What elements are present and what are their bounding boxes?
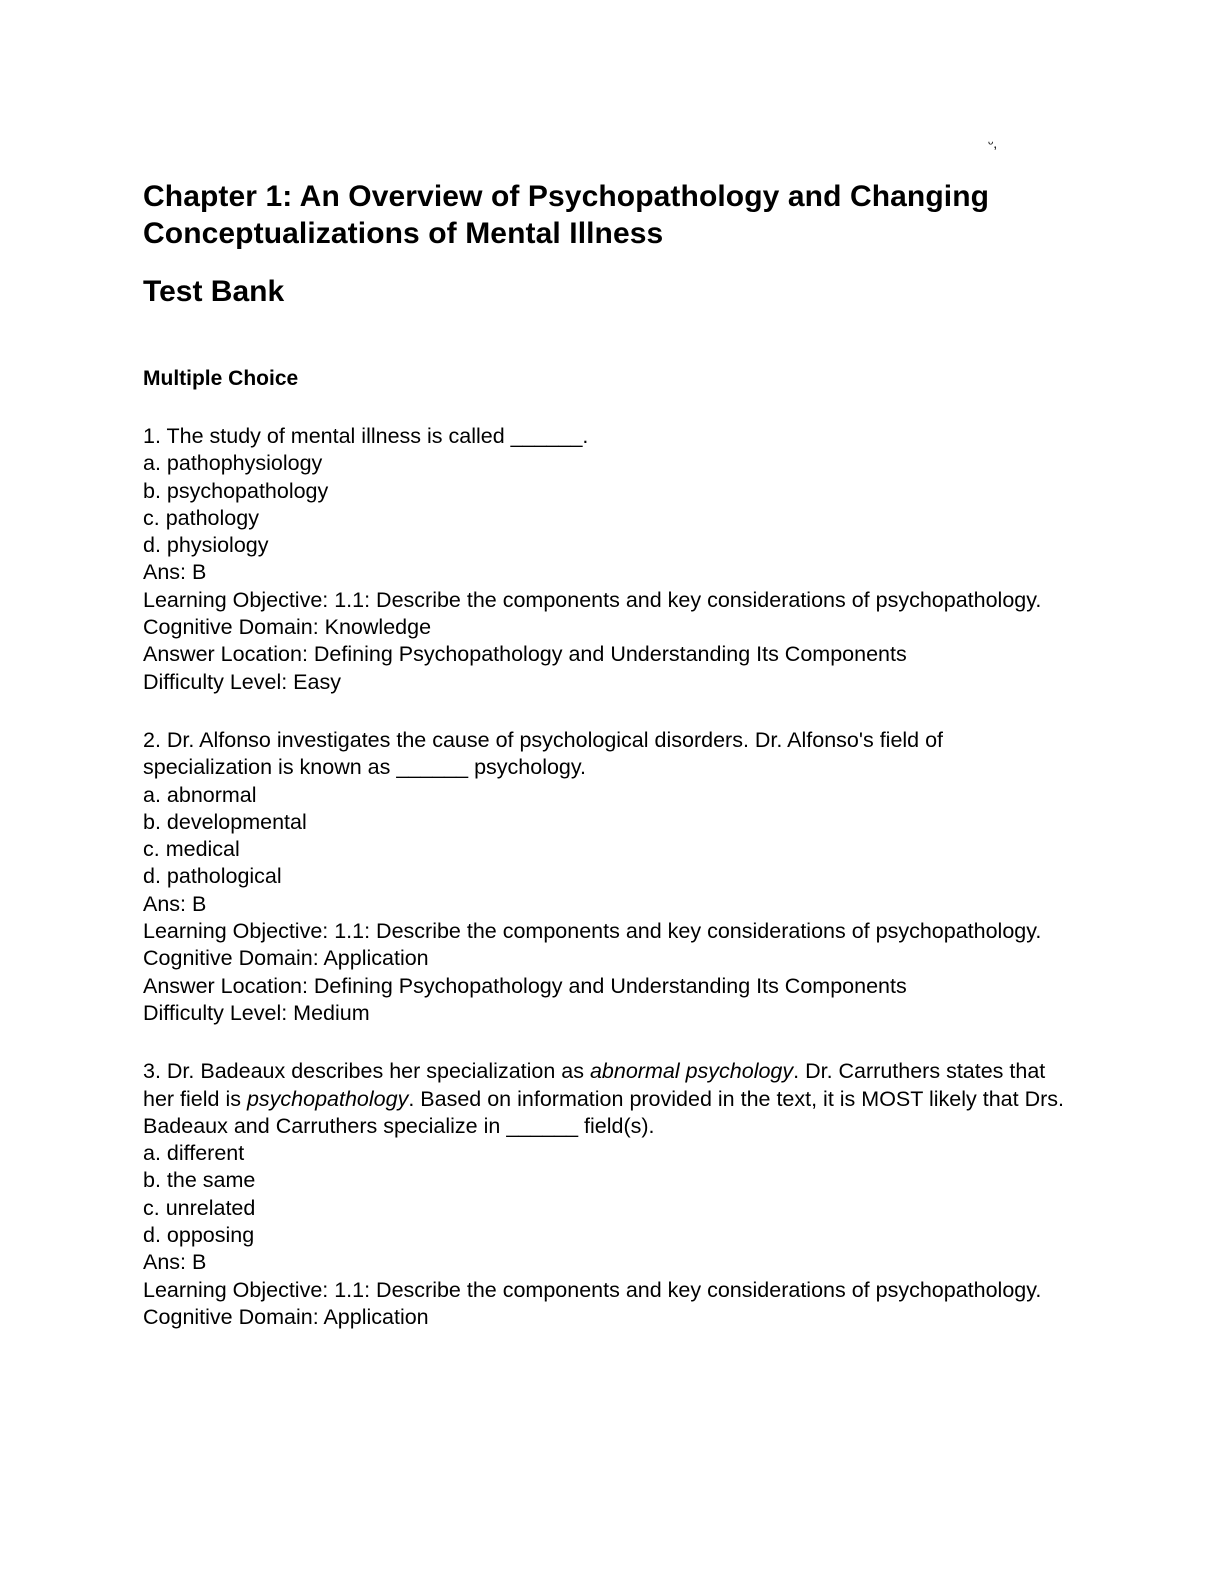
stem-italic-term: psychopathology <box>246 1086 409 1111</box>
question-stem <box>143 1058 1073 1140</box>
cognitive-domain: Cognitive Domain: Application <box>143 946 429 971</box>
question-3 <box>143 1058 1073 1331</box>
cognitive-domain: Cognitive Domain: Application <box>143 1304 429 1329</box>
learning-objective: Learning Objective: 1.1: Describe the components and key considerations of psychopathology. <box>143 1277 1042 1302</box>
answer-location: Answer Location: Defining Psychopathology and Understanding Its Components <box>143 642 907 667</box>
page-corner-mark: ᵕ, <box>988 135 998 151</box>
option-d: d. opposing <box>143 1223 255 1248</box>
section-heading: Multiple Choice <box>143 367 299 390</box>
option-c: c. medical <box>143 837 240 862</box>
difficulty-level: Difficulty Level: Medium <box>143 1000 370 1025</box>
question-2 <box>143 727 1073 1027</box>
option-b: b. psychopathology <box>143 478 329 503</box>
answer-location: Answer Location: Defining Psychopathology and Understanding Its Components <box>143 973 907 998</box>
option-c: c. unrelated <box>143 1195 256 1220</box>
option-a: a. different <box>143 1141 245 1166</box>
option-d: d. pathological <box>143 864 282 889</box>
stem-text: 3. Dr. Badeaux describes her specialization as <box>143 1059 590 1084</box>
test-bank-heading: Test Bank <box>143 275 285 308</box>
question-1 <box>143 423 1073 696</box>
option-c: c. pathology <box>143 505 259 530</box>
difficulty-level: Difficulty Level: Easy <box>143 669 341 694</box>
document-page <box>143 130 1073 1331</box>
option-a: a. abnormal <box>143 782 257 807</box>
learning-objective: Learning Objective: 1.1: Describe the components and key considerations of psychopathology. <box>143 587 1042 612</box>
answer: Ans: B <box>143 560 207 585</box>
option-a: a. pathophysiology <box>143 451 323 476</box>
learning-objective: Learning Objective: 1.1: Describe the components and key considerations of psychopathology. <box>143 919 1042 944</box>
question-stem: 2. Dr. Alfonso investigates the cause of psychological disorders. Dr. Alfonso's field of specialization is known as ______ psychology. <box>143 727 950 780</box>
option-b: b. developmental <box>143 809 307 834</box>
answer: Ans: B <box>143 1250 207 1275</box>
stem-italic-term: abnormal psychology <box>589 1059 794 1084</box>
option-b: b. the same <box>143 1168 256 1193</box>
cognitive-domain: Cognitive Domain: Knowledge <box>143 615 432 640</box>
option-d: d. physiology <box>143 533 269 558</box>
stem-text: . Based on information provided in the text, it is MOST likely that Drs. Badeaux and Carruthers specialize in ______ field(s). <box>143 1086 1070 1138</box>
answer: Ans: B <box>143 891 207 916</box>
question-stem: 1. The study of mental illness is called ______. <box>143 424 589 448</box>
chapter-title: Chapter 1: An Overview of Psychopathology and Changing Conceptualizations of Mental Illness <box>143 180 990 250</box>
stem-text: . Dr. Carruthers states that her field is <box>143 1059 1052 1111</box>
